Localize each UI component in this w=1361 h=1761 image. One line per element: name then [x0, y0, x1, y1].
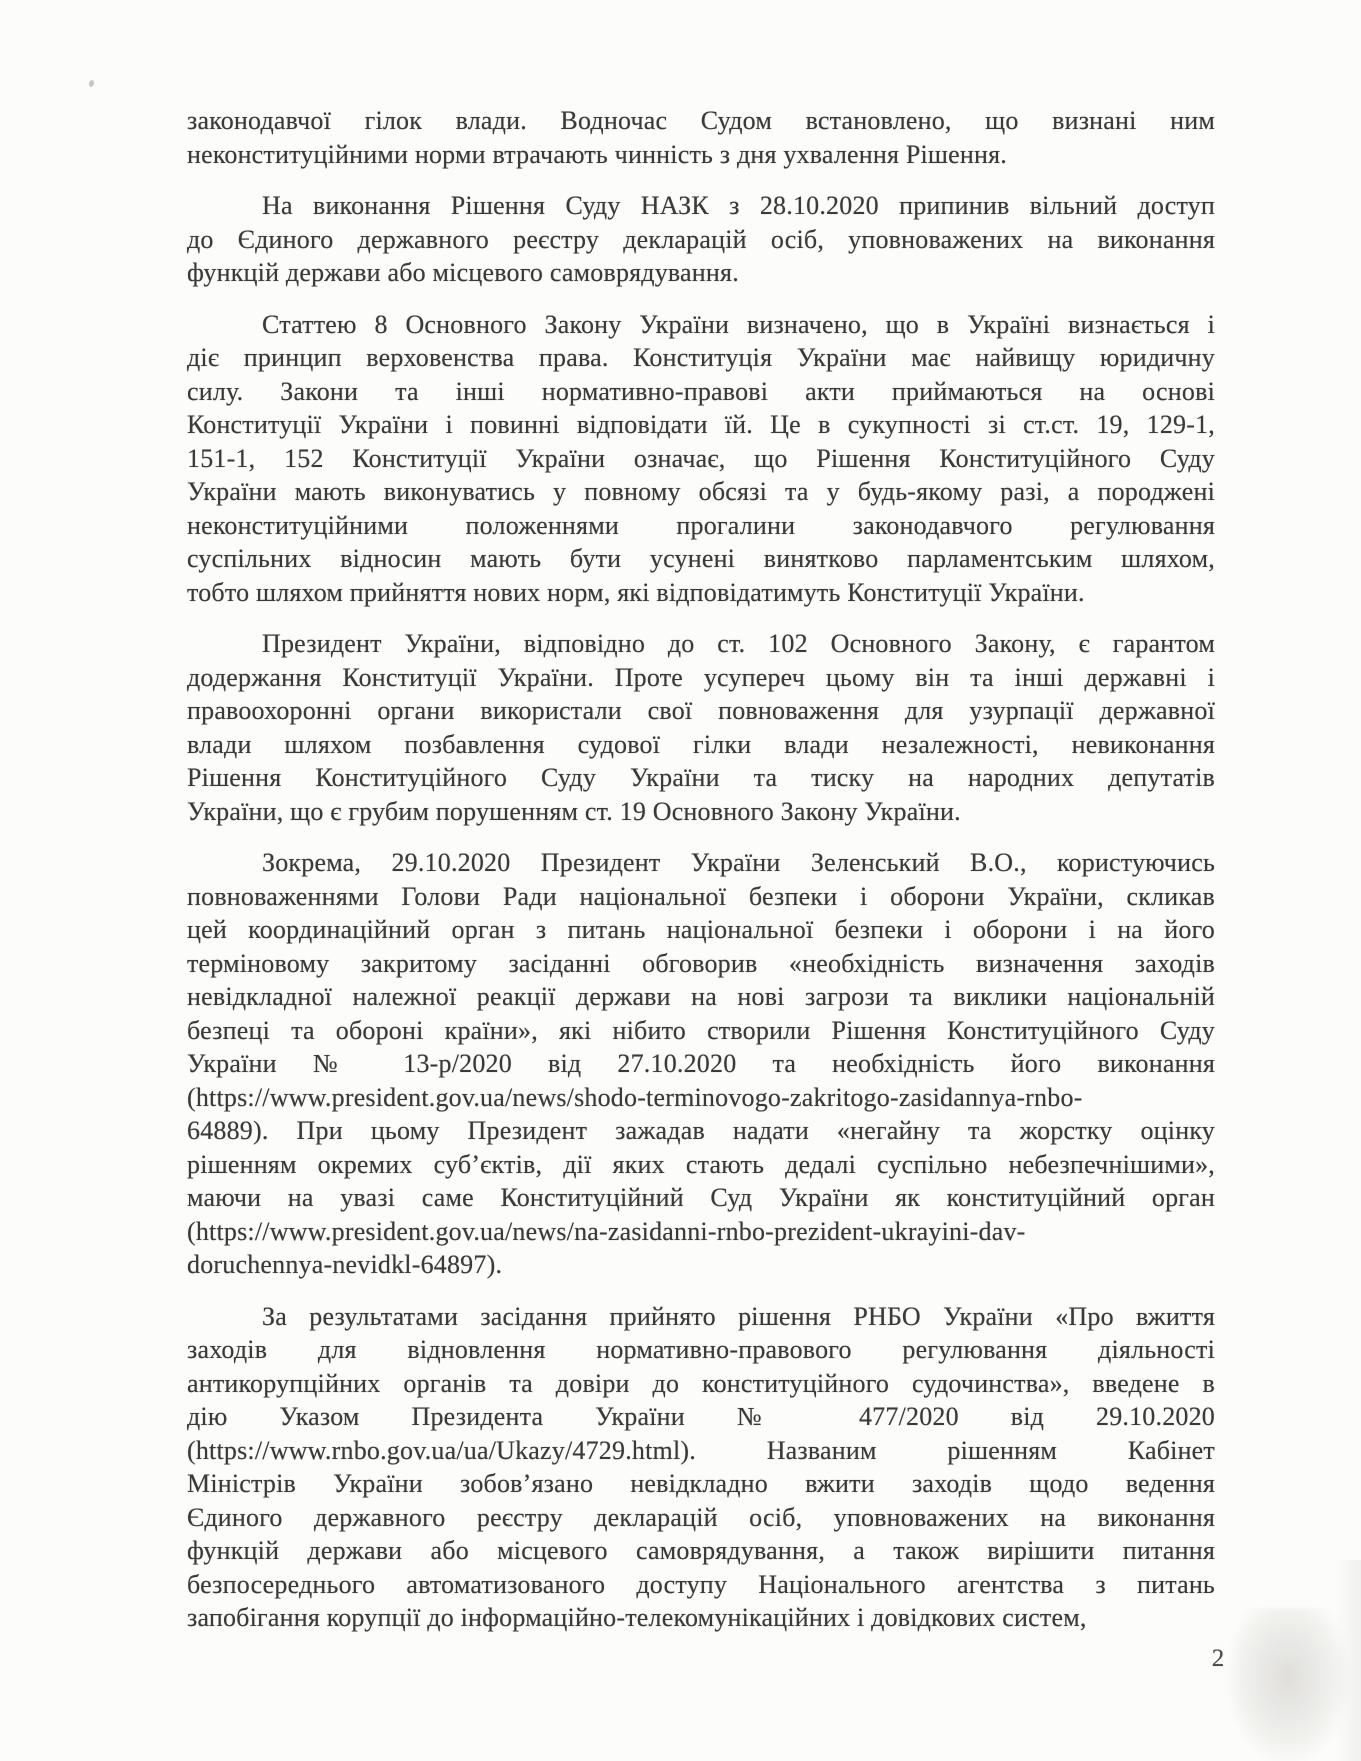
- text-line: 151-1, 152 Конституції України означає, що Рішення Конституційного Суду: [187, 443, 1215, 473]
- text-line: до Єдиного державного реєстру декларацій осіб, уповноважених на виконання: [187, 224, 1215, 254]
- scan-speck-artifact: [88, 79, 95, 87]
- text-line: України мають виконуватись у повному обсязі та у будь-якому разі, а породжені: [187, 477, 1215, 506]
- text-line: За результатами засідання прийнято рішення РНБО України «Про вжиття: [262, 1301, 1215, 1331]
- paragraph: [187, 104, 1215, 171]
- text-line: влади шляхом позбавлення судової гілки влади незалежності, невиконання: [187, 729, 1215, 759]
- text-line: дію Указом Президента України № 477/2020 від 29.10.2020: [187, 1402, 1215, 1431]
- text-line: Президент України, відповідно до ст. 102 Основного Закону, є гарантом: [262, 629, 1215, 658]
- scan-edge-shadow: [1335, 1560, 1361, 1761]
- text-line: безпеці та обороні країни», які нібито створили Рішення Конституційного Суду: [187, 1015, 1215, 1045]
- text-line: (https://www.president.gov.ua/news/na-zasidanni-rnbo-prezident-ukrayini-dav-: [187, 1216, 1026, 1246]
- text-line: цей координаційний орган з питань національної безпеки і оборони і на його: [187, 915, 1215, 944]
- text-line: антикорупційних органів та довіри до конституційного судочинства», введене в: [187, 1368, 1215, 1398]
- text-line: неконституційними положеннями прогалини законодавчого регулювання: [187, 510, 1215, 540]
- text-line: терміновому закритому засіданні обговорив «необхідність визначення заходів: [187, 948, 1215, 978]
- text-line: (https://www.rnbo.gov.ua/ua/Ukazy/4729.html). Названим рішенням Кабінет: [187, 1435, 1215, 1465]
- paragraph: [187, 846, 1215, 1282]
- text-line: функцій держави або місцевого самоврядування.: [187, 258, 739, 287]
- text-line: Міністрів України зобов’язано невідкладно вжити заходів щодо ведення: [187, 1469, 1215, 1498]
- text-line: повноваженнями Голови Ради національної безпеки і оборони України, скликав: [187, 881, 1215, 911]
- text-line: Зокрема, 29.10.2020 Президент України Зеленський В.О., користуючись: [262, 848, 1215, 877]
- paragraph: [187, 627, 1215, 828]
- text-line: невідкладної належної реакції держави на нові загрози та виклики національній: [187, 982, 1215, 1011]
- text-line: діє принцип верховенства права. Конституція України має найвищу юридичну: [187, 343, 1215, 372]
- text-line: суспільних відносин мають бути усунені винятково парламентським шляхом,: [187, 544, 1215, 573]
- text-line: doruchennya-nevidkl-64897).: [187, 1250, 503, 1279]
- text-line: неконституційними норми втрачають чинність з дня ухвалення Рішення.: [187, 139, 1007, 169]
- text-line: заходів для відновлення нормативно-правового регулювання діяльності: [187, 1335, 1215, 1364]
- text-line: функцій держави або місцевого самоврядування, а також вирішити питання: [187, 1536, 1215, 1565]
- text-line: законодавчої гілок влади. Водночас Судом встановлено, що визнані ним: [187, 106, 1215, 135]
- paragraph: [187, 1300, 1215, 1635]
- text-line: Єдиного державного реєстру декларацій осіб, уповноважених на виконання: [187, 1502, 1215, 1532]
- text-line: Статтею 8 Основного Закону України визначено, що в Україні визнається і: [262, 309, 1215, 339]
- text-line: України № 13-р/2020 від 27.10.2020 та необхідність його виконання: [187, 1049, 1215, 1078]
- paragraph: [187, 308, 1215, 610]
- text-line: На виконання Рішення Суду НАЗК з 28.10.2020 припинив вільний доступ: [262, 191, 1215, 220]
- text-line: маючи на увазі саме Конституційний Суд України як конституційний орган: [187, 1183, 1215, 1212]
- text-line: безпосереднього автоматизованого доступу Національного агентства з питань: [187, 1569, 1215, 1599]
- document-body: [187, 104, 1215, 1635]
- text-line: силу. Закони та інші нормативно-правові акти приймаються на основі: [187, 376, 1215, 406]
- text-line: правоохоронні органи використали свої повноваження для узурпації державної: [187, 696, 1215, 725]
- text-line: тобто шляхом прийняття нових норм, які відповідатимуть Конституції України.: [187, 577, 1085, 607]
- page-number: 2: [1211, 1645, 1225, 1672]
- text-line: додержання Конституції України. Проте усупереч цьому він та інші державні і: [187, 662, 1215, 692]
- text-line: запобігання корупції до інформаційно-телекомунікаційних і довідкових систем,: [187, 1603, 1087, 1632]
- text-line: 64889). При цьому Президент зажадав надати «негайну та жорстку оцінку: [187, 1116, 1215, 1145]
- text-line: (https://www.president.gov.ua/news/shodo-terminovogo-zakritogo-zasidannya-rnbo-: [187, 1082, 1083, 1112]
- scan-smudge-artifact: [1228, 1608, 1348, 1761]
- text-line: України, що є грубим порушенням ст. 19 Основного Закону України.: [187, 796, 961, 826]
- text-line: Конституції України і повинні відповідати їй. Це в сукупності зі ст.ст. 19, 129-1,: [187, 410, 1215, 439]
- text-line: Рішення Конституційного Суду України та тиску на народних депутатів: [187, 763, 1215, 792]
- text-line: рішенням окремих суб’єктів, дії яких стають дедалі суспільно небезпечнішими»,: [187, 1149, 1215, 1179]
- paragraph: [187, 189, 1215, 290]
